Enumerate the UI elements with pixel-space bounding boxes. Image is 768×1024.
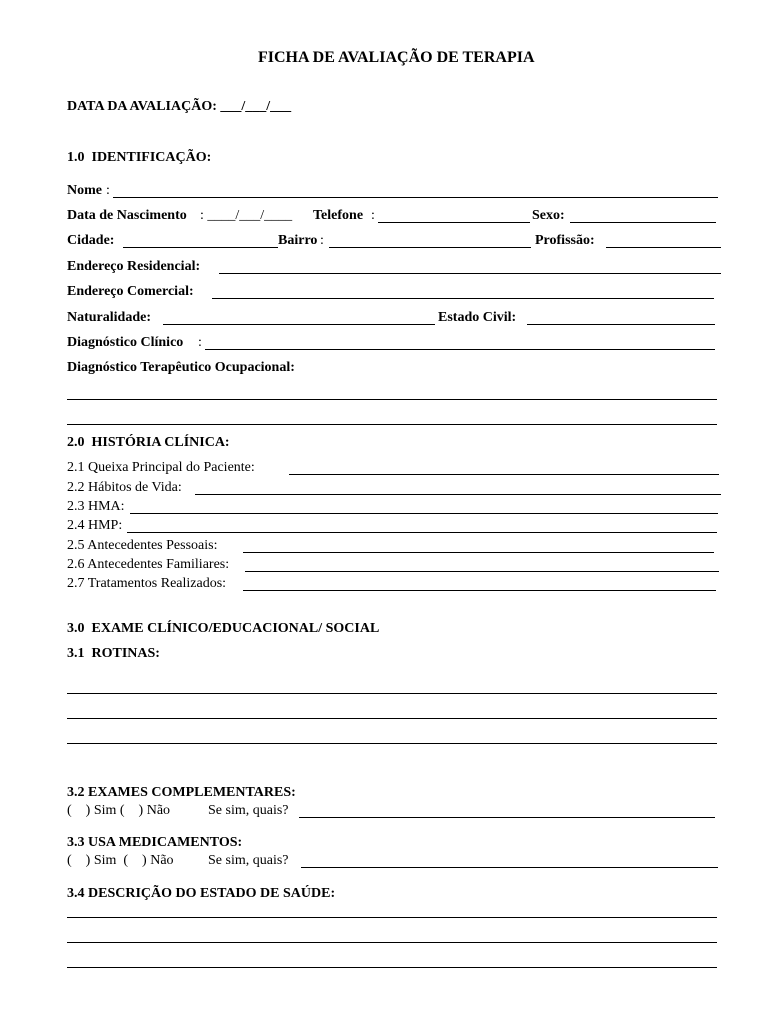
endereco-residencial-label: Endereço Residencial: bbox=[67, 259, 201, 274]
hma-field[interactable] bbox=[130, 513, 718, 514]
bairro-label: Bairro bbox=[278, 233, 318, 248]
hma-label: 2.3 HMA: bbox=[67, 499, 125, 514]
exames-complementares-heading: 3.2 EXAMES COMPLEMENTARES: bbox=[67, 785, 296, 800]
evaluation-date-field[interactable]: DATA DA AVALIAÇÃO: ___/___/___ bbox=[67, 99, 292, 114]
sexo-label: Sexo: bbox=[532, 208, 565, 223]
diagnostico-clinico-colon: : bbox=[198, 335, 202, 350]
rotinas-line-1[interactable] bbox=[67, 693, 717, 694]
endereco-comercial-field[interactable] bbox=[212, 298, 714, 299]
naturalidade-label: Naturalidade: bbox=[67, 310, 151, 325]
tratamentos-realizados-field[interactable] bbox=[243, 590, 716, 591]
endereco-residencial-field[interactable] bbox=[219, 273, 721, 274]
rotinas-heading: 3.1 ROTINAS: bbox=[67, 646, 160, 661]
telefone-colon: : bbox=[371, 208, 375, 223]
bairro-field[interactable] bbox=[329, 247, 531, 248]
hmp-label: 2.4 HMP: bbox=[67, 518, 123, 533]
antecedentes-familiares-field[interactable] bbox=[245, 571, 719, 572]
antecedentes-pessoais-label: 2.5 Antecedentes Pessoais: bbox=[67, 538, 218, 553]
habitos-vida-label: 2.2 Hábitos de Vida: bbox=[67, 480, 182, 495]
telefone-label: Telefone bbox=[313, 208, 364, 223]
rotinas-line-3[interactable] bbox=[67, 743, 717, 744]
sexo-field[interactable] bbox=[570, 222, 716, 223]
nome-colon: : bbox=[106, 183, 110, 198]
nome-label: Nome bbox=[67, 183, 102, 198]
section-historia-clinica-heading: 2.0 HISTÓRIA CLÍNICA: bbox=[67, 435, 230, 450]
queixa-principal-field[interactable] bbox=[289, 474, 719, 475]
hmp-field[interactable] bbox=[127, 532, 717, 533]
nascimento-label: Data de Nascimento bbox=[67, 208, 187, 223]
estado-civil-label: Estado Civil: bbox=[438, 310, 517, 325]
estado-saude-line-3[interactable] bbox=[67, 967, 717, 968]
bairro-colon: : bbox=[320, 233, 324, 248]
usa-medicamentos-heading: 3.3 USA MEDICAMENTOS: bbox=[67, 835, 243, 850]
diagnostico-to-line-2[interactable] bbox=[67, 424, 717, 425]
cidade-label: Cidade: bbox=[67, 233, 115, 248]
diagnostico-to-label: Diagnóstico Terapêutico Ocupacional: bbox=[67, 360, 295, 375]
estado-civil-field[interactable] bbox=[527, 324, 715, 325]
diagnostico-clinico-field[interactable] bbox=[205, 349, 715, 350]
diagnostico-to-line-1[interactable] bbox=[67, 399, 717, 400]
section-identificacao-heading: 1.0 IDENTIFICAÇÃO: bbox=[67, 150, 212, 165]
nome-field[interactable] bbox=[113, 197, 718, 198]
queixa-principal-label: 2.1 Queixa Principal do Paciente: bbox=[67, 460, 255, 475]
telefone-field[interactable] bbox=[378, 222, 530, 223]
endereco-comercial-label: Endereço Comercial: bbox=[67, 284, 194, 299]
medicamentos-sim-nao-checkboxes[interactable]: ( ) Sim ( ) Não bbox=[67, 853, 174, 868]
estado-saude-heading: 3.4 DESCRIÇÃO DO ESTADO DE SAÚDE: bbox=[67, 886, 336, 901]
habitos-vida-field[interactable] bbox=[195, 494, 721, 495]
medicamentos-quais-label: Se sim, quais? bbox=[208, 853, 289, 868]
section-exame-heading: 3.0 EXAME CLÍNICO/EDUCACIONAL/ SOCIAL bbox=[67, 621, 380, 636]
medicamentos-quais-field[interactable] bbox=[301, 867, 718, 868]
antecedentes-familiares-label: 2.6 Antecedentes Familiares: bbox=[67, 557, 230, 572]
nascimento-field[interactable]: : ____/___/____ bbox=[200, 208, 293, 223]
diagnostico-clinico-label: Diagnóstico Clínico bbox=[67, 335, 184, 350]
naturalidade-field[interactable] bbox=[163, 324, 435, 325]
profissao-label: Profissão: bbox=[535, 233, 595, 248]
estado-saude-line-1[interactable] bbox=[67, 917, 717, 918]
exames-quais-field[interactable] bbox=[299, 817, 715, 818]
estado-saude-line-2[interactable] bbox=[67, 942, 717, 943]
profissao-field[interactable] bbox=[606, 247, 721, 248]
tratamentos-realizados-label: 2.7 Tratamentos Realizados: bbox=[67, 576, 227, 591]
form-title: FICHA DE AVALIAÇÃO DE TERAPIA bbox=[258, 49, 535, 66]
rotinas-line-2[interactable] bbox=[67, 718, 717, 719]
antecedentes-pessoais-field[interactable] bbox=[243, 552, 714, 553]
exames-quais-label: Se sim, quais? bbox=[208, 803, 289, 818]
exames-sim-nao-checkboxes[interactable]: ( ) Sim ( ) Não bbox=[67, 803, 171, 818]
cidade-field[interactable] bbox=[123, 247, 278, 248]
